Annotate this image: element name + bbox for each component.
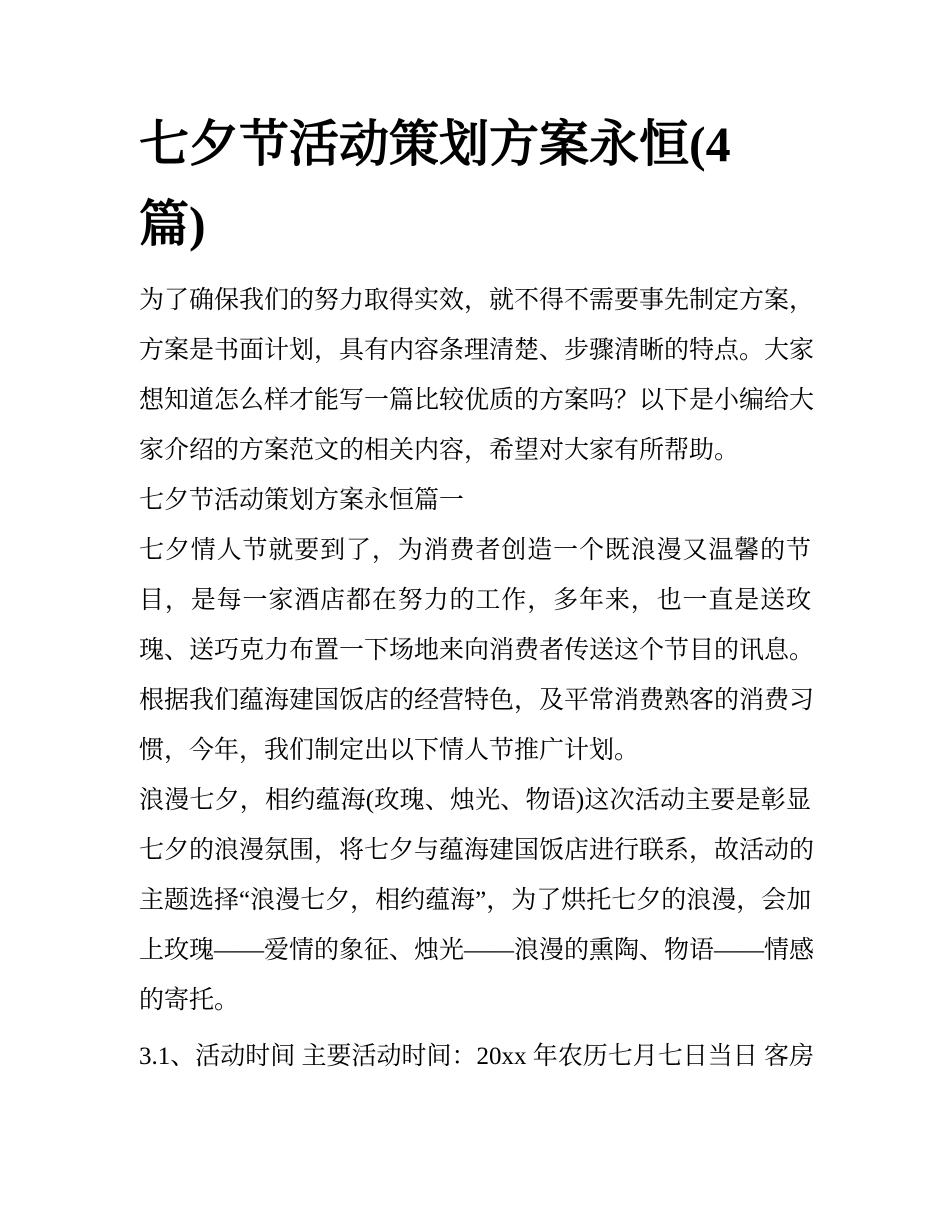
paragraph-line: 主题选择“浪漫七夕，相约蕴海”，为了烘托七夕的浪漫，会加 bbox=[139, 887, 812, 914]
paragraph-line: 的寄托。 bbox=[139, 987, 240, 1014]
document-title bbox=[0, 0, 950, 264]
paragraph-line: 根据我们蕴海建国饭店的经营特色，及平常消费熟客的消费习 bbox=[139, 687, 815, 714]
paragraph-line: 七夕的浪漫氛围，将七夕与蕴海建国饭店进行联系，故活动的 bbox=[139, 837, 815, 864]
subheading-line: 七夕节活动策划方案永恒篇一 bbox=[139, 487, 465, 514]
paragraph-line: 想知道怎么样才能写一篇比较优质的方案吗？以下是小编给大 bbox=[139, 387, 815, 414]
paragraph-line: 家介绍的方案范文的相关内容，希望对大家有所帮助。 bbox=[139, 437, 740, 464]
paragraph-hotel-background bbox=[139, 526, 815, 776]
paragraph-line: 上玫瑰——爱情的象征、烛光——浪漫的熏陶、物语——情感 bbox=[139, 937, 815, 964]
intro-paragraph bbox=[139, 276, 815, 476]
paragraph-activity-theme bbox=[139, 776, 815, 1026]
paragraph-line: 浪漫七夕，相约蕴海(玫瑰、烛光、物语)这次活动主要是彰显 bbox=[139, 787, 811, 814]
paragraph-line: 3.1、活动时间 主要活动时间：20xx 年农历七月七日当日 客房 bbox=[139, 1043, 815, 1070]
title-line: 篇) bbox=[139, 196, 206, 252]
paragraph-line: 方案是书面计划，具有内容条理清楚、步骤清晰的特点。大家 bbox=[139, 337, 815, 364]
paragraph-line: 目，是每一家酒店都在努力的工作，多年来，也一直是送玫 bbox=[139, 587, 811, 614]
document-body bbox=[0, 264, 950, 1082]
title-line: 七夕节活动策划方案永恒(4 bbox=[139, 116, 731, 172]
paragraph-line: 为了确保我们的努力取得实效，就不得不需要事先制定方案， bbox=[139, 287, 815, 314]
paragraph-activity-time bbox=[139, 1032, 815, 1082]
paragraph-line: 七夕情人节就要到了，为消费者创造一个既浪漫又温馨的节 bbox=[139, 537, 811, 564]
paragraph-line: 惯，今年，我们制定出以下情人节推广计划。 bbox=[139, 737, 640, 764]
paragraph-line: 瑰、送巧克力布置一下场地来向消费者传送这个节目的讯息。 bbox=[139, 637, 815, 664]
section-heading-part-one bbox=[139, 476, 811, 526]
